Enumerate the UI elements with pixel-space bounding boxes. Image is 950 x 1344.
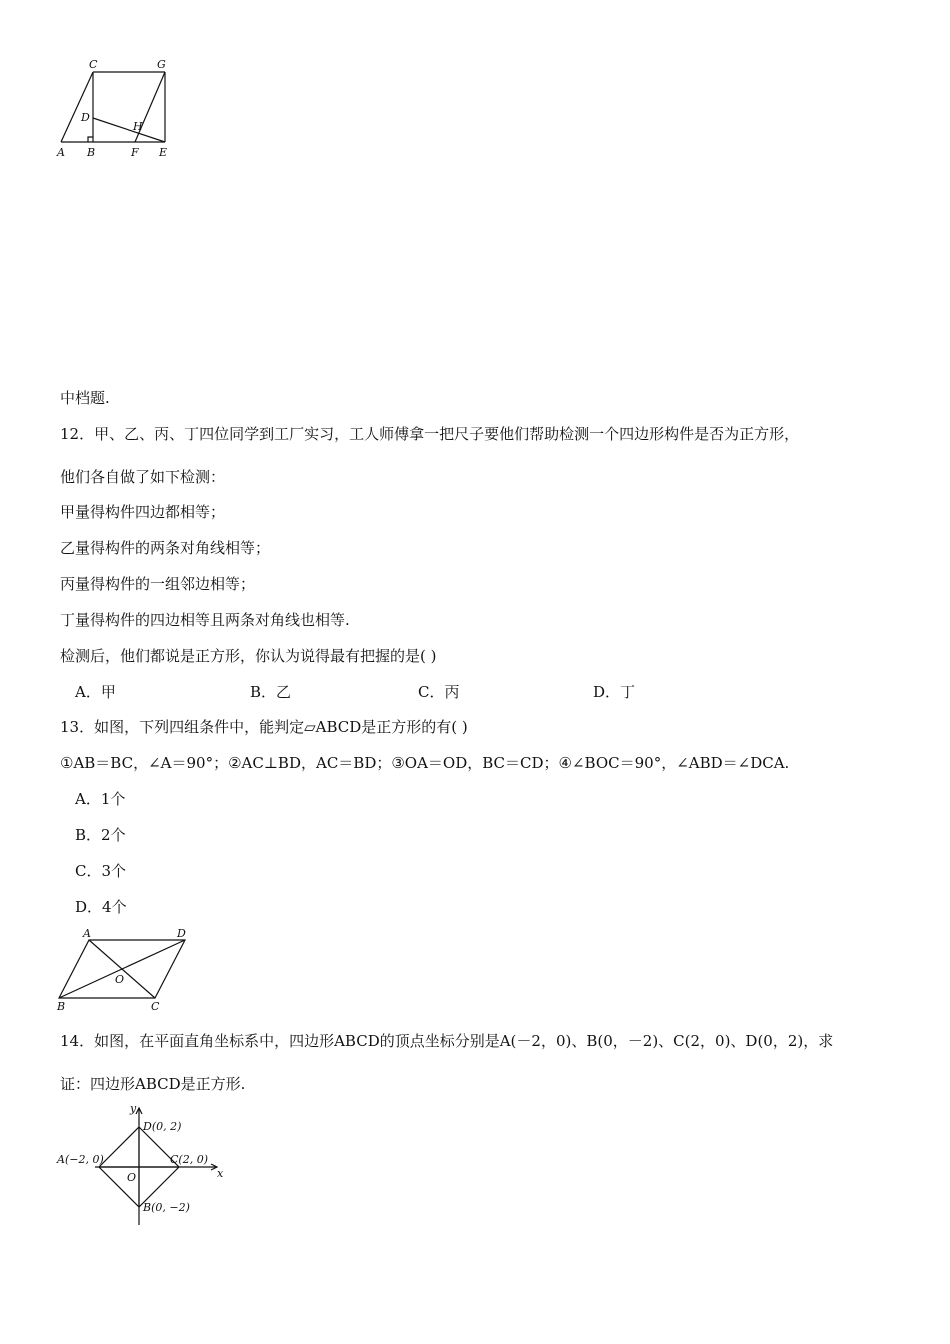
q13-option-b: B．2个	[75, 826, 126, 844]
fig2-label-B: B	[57, 1000, 66, 1013]
q12-item-3: 丙量得构件的一组邻边相等；	[60, 575, 256, 593]
fig2-label-C: C	[151, 1000, 160, 1013]
q12-option-a: A．甲	[75, 683, 116, 701]
fig3-label-B: B(0, −2)	[143, 1201, 190, 1214]
section-label: 中档题.	[60, 389, 110, 407]
fig1-label-B: B	[87, 146, 96, 159]
figure-1	[55, 58, 175, 158]
q13-option-c: C．3个	[75, 862, 127, 880]
q13-stem: 13．如图，下列四组条件中，能判定▱ABCD是正方形的有( )	[60, 718, 468, 736]
figure-coordinate-square	[55, 1100, 235, 1230]
q12-item-4: 丁量得构件的四边相等且两条对角线也相等.	[60, 611, 350, 629]
q12-item-2: 乙量得构件的两条对角线相等；	[60, 539, 271, 557]
q12-option-c: C．丙	[418, 683, 460, 701]
figure-parallelogram-abcd	[55, 926, 195, 1013]
fig1-label-A: A	[57, 146, 65, 159]
fig2-label-O: O	[115, 973, 125, 986]
fig1-label-H: H	[133, 120, 143, 133]
q14-stem-line1: 14．如图，在平面直角坐标系中，四边形ABCD的顶点坐标分别是A(－2，0)、B(0，－2)、C(2，0)、D(0，2)，求	[60, 1032, 834, 1050]
q12-item-1: 甲量得构件四边都相等；	[60, 503, 226, 521]
fig1-label-E: E	[159, 146, 168, 159]
q13-option-d: D．4个	[75, 898, 127, 916]
fig3-label-C: C(2, 0)	[170, 1153, 208, 1166]
fig3-label-A: A(−2, 0)	[57, 1153, 104, 1166]
fig2-label-A: A	[83, 927, 91, 940]
fig3-axis-y: y	[130, 1102, 137, 1115]
fig3-label-D: D(0, 2)	[143, 1120, 182, 1133]
q14-stem-line2: 证：四边形ABCD是正方形.	[60, 1075, 246, 1093]
fig3-axis-x: x	[217, 1167, 224, 1180]
fig1-label-F: F	[131, 146, 139, 159]
q13-option-a: A．1个	[75, 790, 126, 808]
q12-question: 检测后，他们都说是正方形，你认为说得最有把握的是( )	[60, 647, 437, 665]
q12-option-d: D．丁	[593, 683, 636, 701]
q13-conditions: ①AB＝BC，∠A＝90°；②AC⊥BD，AC＝BD；③OA＝OD，BC＝CD；④∠BOC＝90°，∠ABD＝∠DCA.	[60, 754, 790, 772]
fig3-label-O: O	[127, 1171, 137, 1184]
q12-option-b: B．乙	[250, 683, 292, 701]
q12-stem-line1: 12．甲、乙、丙、丁四位同学到工厂实习，工人师傅拿一把尺子要他们帮助检测一个四边形构件是否为正方形，	[60, 425, 800, 443]
fig2-label-D: D	[177, 927, 186, 940]
fig1-label-G: G	[157, 58, 166, 71]
fig1-label-D: D	[81, 111, 90, 124]
fig1-label-C: C	[89, 58, 98, 71]
q12-stem-line2: 他们各自做了如下检测：	[60, 468, 226, 486]
